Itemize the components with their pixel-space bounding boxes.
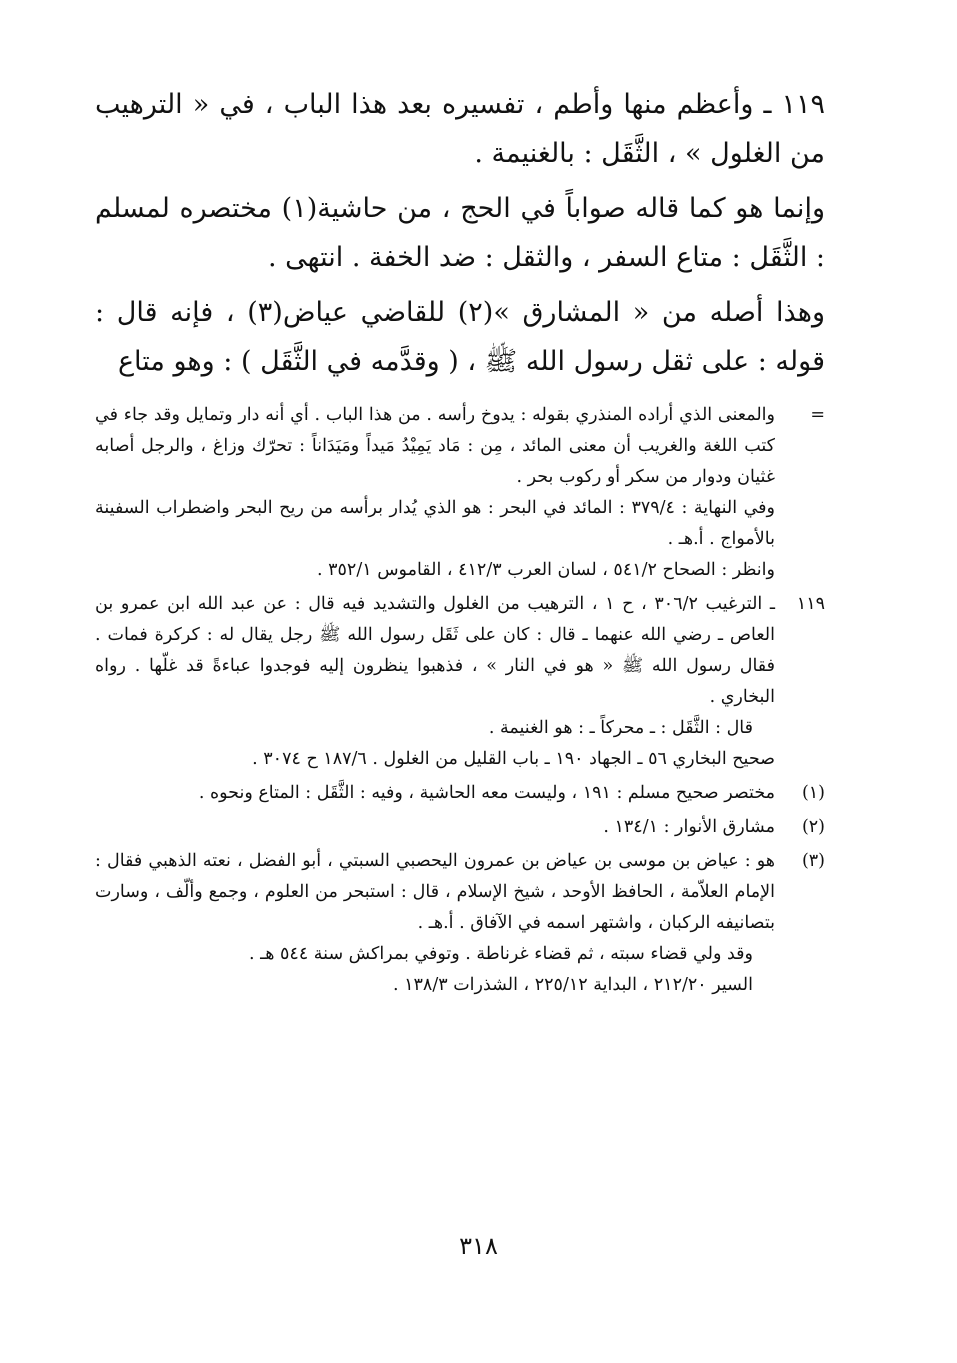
footnote-2 (95, 812, 825, 843)
footnote-3-text-2: وقد ولي قضاء سبته ، ثم قضاء غرناطة . وتوفي بمراكش سنة ٥٤٤ هـ . (248, 944, 753, 964)
page-number: ٣١٨ (459, 1232, 498, 1260)
footnote-3-text-1: هو : عياض بن موسى بن عياض بن عمرون اليحصبي السبتي ، أبو الفضل ، نعته الذهبي فقال : الإمام العلاّمة ، الحافظ الأوحد ، شيخ الإسلام ، قال : استبحر من العلوم ، وجمع وألّف ، وسارت بتصانيفه الركبان ، واشتهر اسمه في الآفاق . أ.هـ . (95, 851, 775, 933)
footnote-3-text-3: السير ٢١٢/٢٠ ، البداية ٢٢٥/١٢ ، الشذرات ١٣٨/٣ . (392, 975, 753, 995)
footnote-1-mark: (١) (801, 783, 825, 803)
footnote-2-text: مشارق الأنوار : ١٣٤/١ . (603, 817, 775, 837)
footnote-119-text-3: صحيح البخاري ٥٦ ـ الجهاد ١٩٠ ـ باب القليل من الغلول . ١٨٧/٦ ح ٣٠٧٤ . (252, 749, 775, 769)
footnote-1-text: مختصر صحيح مسلم : ١٩١ ، وليست معه الحاشية ، وفيه : الثَّقَل : المتاع ونحوه . (198, 783, 775, 803)
footnote-119-text-2: قال : الثَّقَل : ـ محركاً ـ : هو الغنيمة . (488, 718, 753, 738)
continuation-mark: = (810, 405, 825, 425)
footnotes (95, 400, 825, 1001)
page-body (95, 80, 825, 1001)
footnote-119-mark: ١١٩ (796, 594, 825, 614)
main-text (95, 80, 825, 386)
footnote-continuation-text-2: وفي النهاية : ٣٧٩/٤ : المائد في البحر : هو الذي يُدار برأسه من ريح البحر واضطراب السفينة بالأمواج . أ.هـ . (95, 498, 775, 549)
footnote-continuation-text-3: وانظر : الصحاح ٥٤١/٢ ، لسان العرب ٤١٢/٣ ، القاموس ٣٥٢/١ . (316, 560, 775, 580)
footnote-continuation (95, 400, 825, 586)
footnote-3-mark: (٣) (801, 851, 825, 871)
footnote-119 (95, 589, 825, 775)
footnote-119-text-1: ـ الترغيب ٣٠٦/٢ ، ح ١ ، الترهيب من الغلول والتشديد فيه قال : عن عبد الله ابن عمرو بن العاص ـ رضي الله عنهما ـ قال : كان على ثَقَل رسول الله ﷺ رجل يقال له : كركرة فمات . فقال رسول الله ﷺ « هو في النار » ، فذهبوا ينظرون إليه فوجدوا عباءةً قد غلّها . رواه البخاري . (95, 594, 776, 707)
main-paragraph-1: ١١٩ ـ وأعظم منها وأطم ، تفسيره بعد هذا الباب ، في « الترهيب من الغلول » ، الثَّقَل : بالغنيمة . (95, 89, 825, 169)
main-paragraph-2: وإنما هو كما قاله صواباً في الحج ، من حاشية(١) مختصره لمسلم : الثَّقَل : متاع السفر ، والثقل : ضد الخفة . انتهى . (95, 193, 825, 273)
footnote-2-mark: (٢) (801, 817, 825, 837)
footnote-continuation-text-1: والمعنى الذي أراده المنذري بقوله : يدوخ رأسه . من هذا الباب . أي أنه دار وتمايل وقد جاء في كتب اللغة والغريب أن معنى المائد ، مِن : مَاد يَمِيْدُ مَيداً ومَيَدَاناً : تحرّك وزاغ ، والرجل أصابه غثيان ودوار من سكر أو ركوب بحر . (95, 405, 775, 487)
main-paragraph-3: وهذا أصله من « المشارق »(٢) للقاضي عياض(٣) ، فإنه قال : قوله : على ثقل رسول الله ﷺ ، ( وقدَّمه في الثَّقَل ) : وهو متاع (95, 297, 825, 377)
footnote-3 (95, 846, 825, 1001)
footnote-1 (95, 778, 825, 809)
